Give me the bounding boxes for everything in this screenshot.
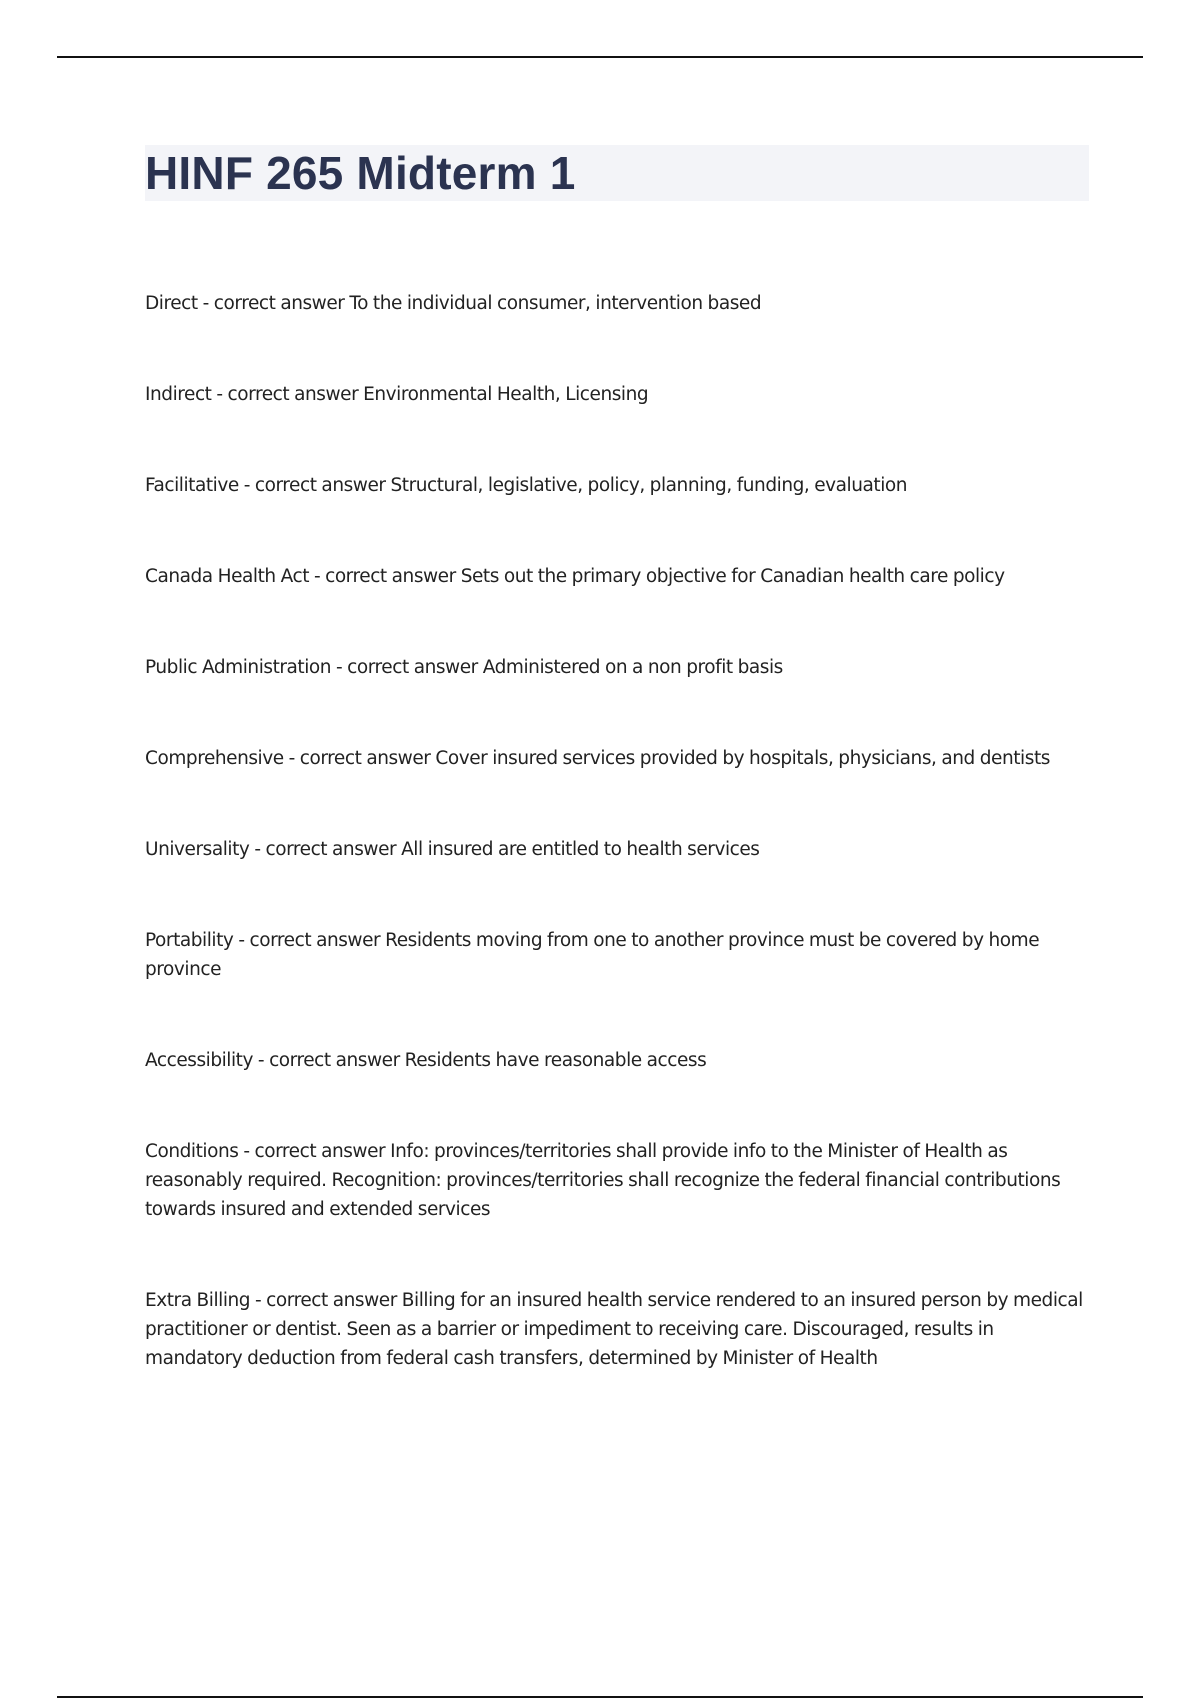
- flashcard-entry-comprehensive: Comprehensive - correct answer Cover insured services provided by hospitals, physicians, and dentists: [145, 748, 1050, 769]
- top-rule: [57, 56, 1143, 58]
- flashcard-entry-direct: Direct - correct answer To the individual consumer, intervention based: [145, 293, 762, 314]
- flashcard-entry-facilitative: Facilitative - correct answer Structural, legislative, policy, planning, funding, evaluation: [145, 475, 908, 496]
- flashcard-entry-portability: Portability - correct answer Residents moving from one to another province must be covered by home province: [145, 930, 1040, 980]
- flashcard-entry-universality: Universality - correct answer All insured are entitled to health services: [145, 839, 760, 860]
- flashcard-entry-canada-health-act: Canada Health Act - correct answer Sets out the primary objective for Canadian health care policy: [145, 566, 1005, 587]
- flashcard-entry-extra-billing: Extra Billing - correct answer Billing for an insured health service rendered to an insured person by medical practitioner or dentist. Seen as a barrier or impediment to receiving care. Discouraged, results in mandatory deduction from federal cash transfers, determined by Minister of Health: [145, 1290, 1083, 1369]
- flashcard-list: [145, 289, 1095, 1435]
- flashcard-entry-indirect: Indirect - correct answer Environmental Health, Licensing: [145, 384, 649, 405]
- flashcard-entry-accessibility: Accessibility - correct answer Residents have reasonable access: [145, 1050, 707, 1071]
- bottom-rule: [57, 1696, 1143, 1698]
- document-title: HINF 265 Midterm 1: [145, 147, 576, 199]
- flashcard-entry-public-administration: Public Administration - correct answer Administered on a non profit basis: [145, 657, 783, 678]
- flashcard-entry-conditions: Conditions - correct answer Info: provinces/territories shall provide info to the Minister of Health as reasonably required. Recognition: provinces/territories shall recognize the federal financial contributions towards insured and extended services: [145, 1141, 1061, 1220]
